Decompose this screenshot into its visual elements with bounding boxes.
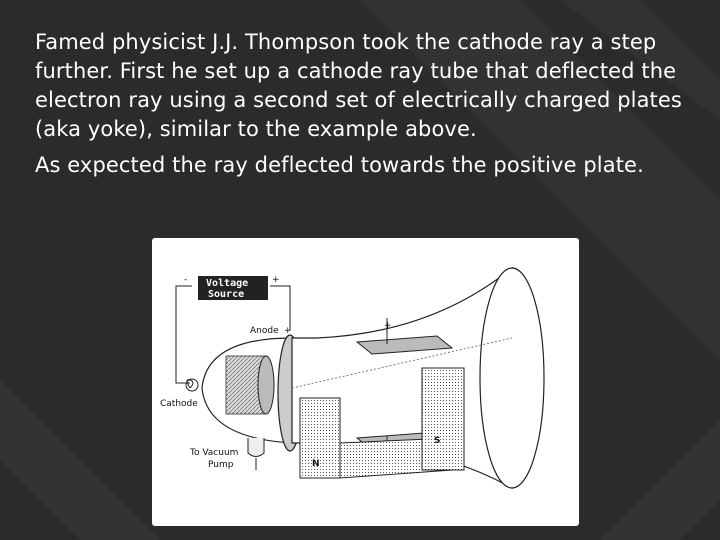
magnet-south-label: S: [434, 436, 441, 446]
paragraph-2: As expected the ray deflected towards the positive plate.: [35, 153, 644, 177]
voltage-source-label-1: Voltage: [206, 278, 249, 289]
vacuum-pump-label-1: To Vacuum: [190, 448, 239, 458]
magnet-north-pole: [300, 398, 340, 478]
anode-sign: +: [284, 326, 292, 336]
source-plus-sign: +: [272, 275, 280, 285]
tube-screen: [480, 268, 544, 488]
upper-plate-sign: +: [384, 321, 392, 331]
magnet-south-pole: [422, 368, 464, 470]
voltage-source-label-2: Source: [208, 289, 245, 300]
cathode-label: Cathode: [160, 399, 198, 409]
paragraph-1: Famed physicist J.J. Thompson took the cathode ray a step further. First he set up a cathode ray tube that deflected the electron ray using a second set of electrically charged plates (aka yoke), similar to the example above.: [35, 30, 682, 141]
vacuum-pump-nozzle: [248, 438, 264, 457]
source-minus-sign: -: [184, 275, 188, 285]
magnet-north-label: N: [312, 459, 320, 469]
vacuum-pump-label-2: Pump: [208, 460, 234, 470]
cathode-ray-tube-diagram: [152, 238, 579, 526]
anode-label: Anode: [250, 326, 279, 336]
slide-text: [35, 28, 685, 180]
crt-diagram-graphic: [152, 238, 579, 526]
